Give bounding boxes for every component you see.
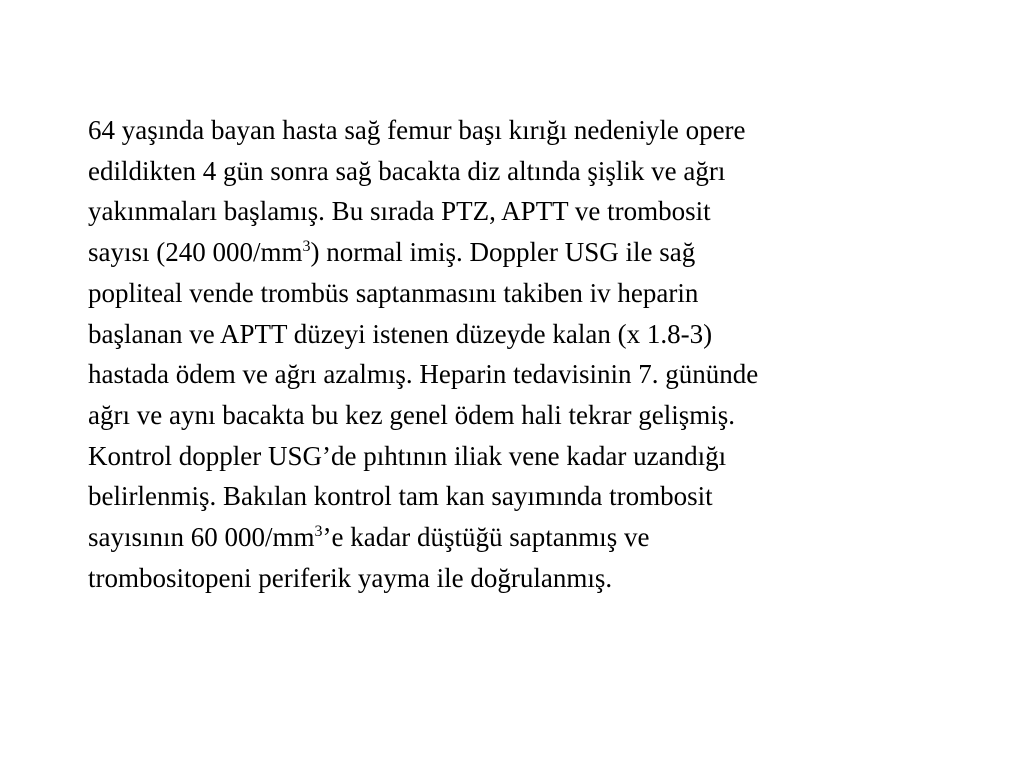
text-line xyxy=(88,232,968,273)
text-line: hastada ödem ve ağrı azalmış. Heparin tedavisinin 7. gününde xyxy=(88,359,759,390)
text-line: trombositopeni periferik yayma ile doğrulanmış. xyxy=(88,562,613,593)
case-description-text xyxy=(88,110,968,598)
text-line: yakınmaları başlamış. Bu sırada PTZ, APTT ve trombosit xyxy=(88,196,711,227)
text-line xyxy=(88,517,968,558)
superscript: 3 xyxy=(314,523,323,541)
text-segment: ) normal imiş. Doppler USG ile sağ xyxy=(310,237,696,268)
text-line: Kontrol doppler USG’de pıhtının iliak vene kadar uzandığı xyxy=(88,440,727,471)
superscript: 3 xyxy=(302,238,311,256)
text-segment: sayısı (240 000/mm xyxy=(88,237,303,268)
text-line: ağrı ve aynı bacakta bu kez genel ödem hali tekrar gelişmiş. xyxy=(88,399,735,430)
text-line: popliteal vende trombüs saptanmasını takiben iv heparin xyxy=(88,277,699,308)
text-segment: ’e kadar düştüğü saptanmış ve xyxy=(322,522,650,553)
text-line: başlanan ve APTT düzeyi istenen düzeyde kalan (x 1.8-3) xyxy=(88,318,713,349)
text-line: edildikten 4 gün sonra sağ bacakta diz altında şişlik ve ağrı xyxy=(88,155,726,186)
text-segment: sayısının 60 000/mm xyxy=(88,522,315,553)
text-line: 64 yaşında bayan hasta sağ femur başı kırığı nedeniyle opere xyxy=(88,115,746,145)
text-line: belirlenmiş. Bakılan kontrol tam kan sayımında trombosit xyxy=(88,481,713,512)
